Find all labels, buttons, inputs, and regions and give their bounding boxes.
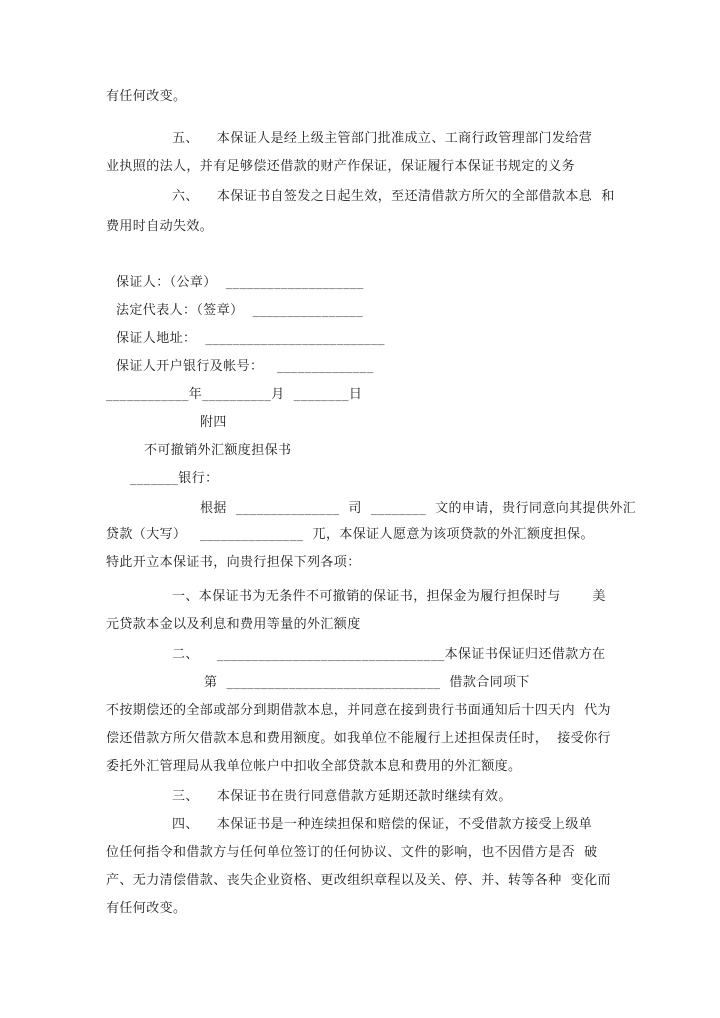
legal-rep-signature-line: 法定代表人：（签章） ________________ [116,303,363,318]
text-line: 特此开立本保证书，向贵行担保下列各项： [106,555,361,570]
clause-three-heading: 三、 本保证书在贵行同意借款方延期还款时继续有效。 [172,789,512,804]
text-line: 产、无力清偿借款、丧失企业资格、更改组织章程以及关、停、并、转等各种 变化而 [106,873,611,888]
clause-five-heading: 五、 本保证人是经上级主管部门批准成立、工商行政管理部门发给营 [172,131,593,146]
text-line: 费用时自动失效。 [106,219,214,234]
bank-account-line: 保证人开户银行及帐号： ______________ [116,359,374,374]
clause-six-heading: 六、 本保证书自签发之日起生效，至还清借款方所欠的全部借款本息 和 [172,189,615,204]
guarantor-seal-line: 保证人：（公章） ____________________ [116,275,364,290]
document-title: 不可撤销外汇额度担保书 [144,443,292,458]
text-line: 第 _______________________________ 借款合同项下 [204,675,530,690]
text-line: 根据 _______________ 司 ________ 文的申请，贵行同意向其提供外汇 [200,501,637,516]
text-line: 偿还借款方所欠借款本息和费用额度。如我单位不能履行上述担保责任时， 接受你行 [106,731,611,746]
text-line: 元贷款本金以及利息和费用等量的外汇额度 [106,617,361,632]
text-line: 委托外汇管理局从我单位帐户中扣收全部贷款本息和费用的外汇额度。 [106,759,522,774]
clause-one-heading: 一、本保证书为无条件不可撤销的保证书，担保金为履行担保时与 美 [172,589,606,604]
appendix-label: 附四 [200,415,227,430]
clause-four-heading: 四、 本保证书是一种连续担保和赔偿的保证，不受借款方接受上级单 [172,817,593,832]
text-line: 业执照的法人，并有足够偿还借款的财产作保证，保证履行本保证书规定的义务 [106,159,576,174]
text-line: 贷款（大写） _______________ 兀，本保证人愿意为该项贷款的外汇额度担保。 [106,527,594,542]
text-line: 不按期偿还的全部或部分到期借款本息，并同意在接到贵行书面通知后十四天内 代为 [106,703,611,718]
addressee-bank: _______银行： [130,471,219,486]
text-line: 有任何改变。 [106,901,187,916]
guarantor-address-line: 保证人地址： __________________________ [116,331,385,346]
text-line: 有任何改变。 [106,89,187,104]
text-line: 位任何指令和借款方与任何单位签订的任何协议、文件的影响，也不因借方是否 破 [106,845,598,860]
date-line: ____________年__________月 ________日 [106,387,363,402]
clause-two-heading: 二、 _________________________________本保证书保证归还借款方在 [172,647,606,662]
